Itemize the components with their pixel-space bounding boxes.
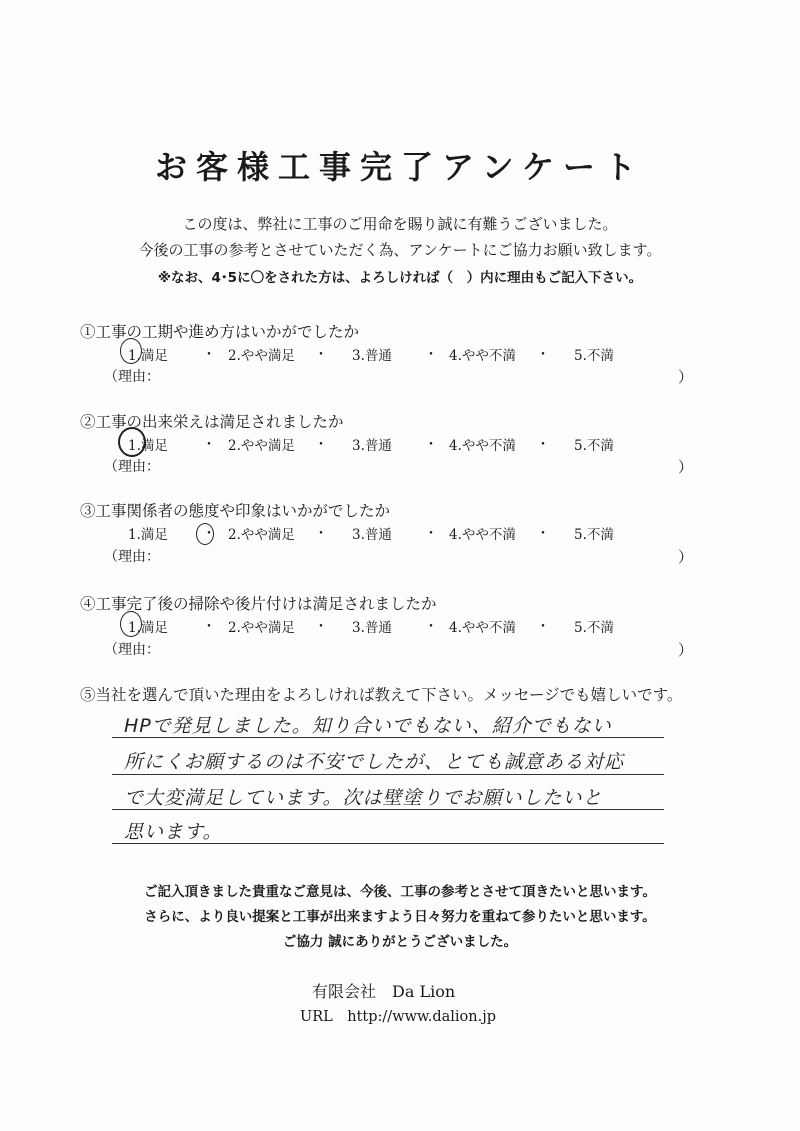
q1-separator: ・: [536, 347, 550, 363]
q3-option-1[interactable]: 1.満足: [128, 527, 168, 543]
q3-separator: ・: [424, 526, 438, 542]
q1-selected-circle: [120, 338, 142, 364]
q1-separator: ・: [314, 347, 328, 363]
q2-reason-label: （理由：: [104, 459, 160, 475]
q3-separator: ・: [202, 526, 216, 542]
q3-selected-circle: [196, 523, 214, 545]
q3-reason-close: ）: [678, 548, 694, 566]
intro-note: ※なお、4･5に〇をされた方は、よろしければ（ ）内に理由もご記入下さい。: [157, 270, 643, 286]
q4-option-1[interactable]: 1.満足: [128, 620, 168, 636]
q4-option-2[interactable]: 2.やや満足: [228, 620, 295, 636]
q3-option-5[interactable]: 5.不満: [574, 527, 614, 543]
q4-separator: ・: [314, 619, 328, 635]
q5-ruled-line: [112, 843, 664, 844]
q2-option-1[interactable]: 1.満足: [128, 438, 168, 454]
q1-option-5[interactable]: 5.不満: [574, 348, 614, 364]
q2-option-3[interactable]: 3.普通: [352, 438, 392, 454]
q4-option-4[interactable]: 4.やや不満: [449, 620, 516, 636]
q1-reason-label: （理由：: [104, 369, 160, 385]
q2-option-5[interactable]: 5.不満: [574, 438, 614, 454]
question-2-label: ②工事の出来栄えは満足されましたか: [80, 413, 344, 431]
q2-separator: ・: [314, 437, 328, 453]
q2-selected-circle: [118, 427, 146, 457]
q5-handwritten-line-3: で大変満足しています。次は壁塗りでお願いしたいと: [124, 787, 603, 809]
q4-option-3[interactable]: 3.普通: [352, 620, 392, 636]
q2-separator: ・: [536, 437, 550, 453]
q4-separator: ・: [536, 619, 550, 635]
q2-option-2[interactable]: 2.やや満足: [228, 438, 295, 454]
q5-handwritten-line-4: 思います。: [124, 821, 223, 843]
company-name: 有限会社 Da Lion: [312, 982, 456, 1001]
q5-handwritten-line-1: HPで発見しました。知り合いでもない、紹介でもない: [124, 715, 612, 737]
q5-ruled-line: [112, 737, 664, 738]
q3-option-2[interactable]: 2.やや満足: [228, 527, 295, 543]
q5-ruled-line: [112, 774, 664, 775]
q1-separator: ・: [202, 347, 216, 363]
q1-option-4[interactable]: 4.やや不満: [449, 348, 516, 364]
q3-option-4[interactable]: 4.やや不満: [449, 527, 516, 543]
page-title: お客様工事完了アンケート: [154, 148, 646, 186]
intro-line-2: 今後の工事の参考とさせていただく為、アンケートにご協力お願い致します。: [138, 241, 662, 259]
q2-separator: ・: [202, 437, 216, 453]
q3-option-3[interactable]: 3.普通: [352, 527, 392, 543]
q1-option-2[interactable]: 2.やや満足: [228, 348, 295, 364]
q4-separator: ・: [202, 619, 216, 635]
q2-option-4[interactable]: 4.やや不満: [449, 438, 516, 454]
closing-line-3: ご協力 誠にありがとうございました。: [282, 934, 518, 950]
q2-reason-close: ）: [678, 458, 694, 476]
q4-reason-close: ）: [678, 641, 694, 659]
q3-separator: ・: [536, 526, 550, 542]
question-3-label: ③工事関係者の態度や印象はいかがでしたか: [80, 502, 391, 520]
q4-reason-label: （理由：: [104, 642, 160, 658]
question-1-label: ①工事の工期や進め方はいかがでしたか: [80, 323, 360, 341]
closing-line-1: ご記入頂きました貴重なご意見は、今後、工事の参考とさせて頂きたいと思います。: [144, 884, 656, 900]
question-4-label: ④工事完了後の掃除や後片付けは満足されましたか: [80, 595, 437, 613]
closing-line-2: さらに、より良い提案と工事が出来ますよう日々努力を重ねて参りたいと思います。: [144, 909, 656, 925]
question-5-label: ⑤当社を選んで頂いた理由をよろしければ教えて下さい。メッセージでも嬉しいです。: [80, 686, 683, 704]
q3-separator: ・: [314, 526, 328, 542]
intro-line-1: この度は、弊社に工事のご用命を賜り誠に有難うございました。: [182, 215, 618, 233]
q3-reason-label: （理由：: [104, 549, 160, 565]
q5-ruled-line: [112, 809, 664, 810]
q1-reason-close: ）: [678, 368, 694, 386]
q2-separator: ・: [424, 437, 438, 453]
q1-option-3[interactable]: 3.普通: [352, 348, 392, 364]
q1-option-1[interactable]: 1.満足: [128, 348, 168, 364]
q5-handwritten-line-2: 所にくお願するのは不安でしたが、とても誠意ある対応: [124, 751, 625, 773]
company-url[interactable]: URL http://www.dalion.jp: [300, 1009, 496, 1025]
q1-separator: ・: [424, 347, 438, 363]
q4-option-5[interactable]: 5.不満: [574, 620, 614, 636]
q4-selected-circle: [120, 611, 142, 637]
q4-separator: ・: [424, 619, 438, 635]
